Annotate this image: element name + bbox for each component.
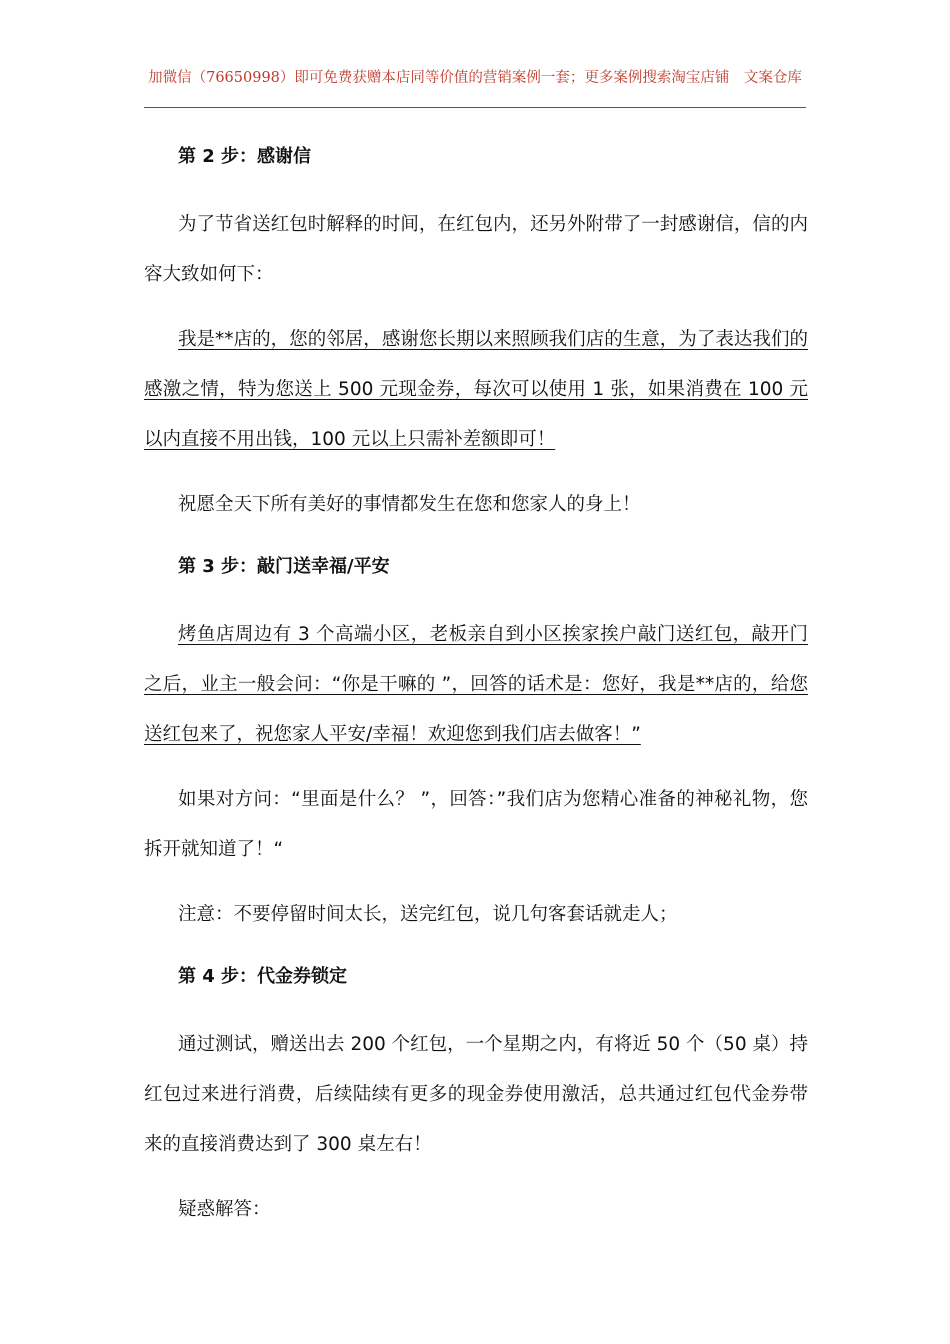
- header-divider: [144, 107, 806, 108]
- step-3-paragraph-script: [144, 610, 808, 760]
- step-3-note: 注意：不要停留时间太长，送完红包，说几句客套话就走人；: [178, 904, 678, 925]
- script-underlined-text: 烤鱼店周边有 3 个高端小区，老板亲自到小区挨家挨户敲门送红包，敲开门之后，业主一般会问：“你是干嘛的 ”，回答的话术是：您好，我是**店的，给您送红包来了，祝您家人平安/幸福！欢迎您到我们店去做客！”: [144, 624, 808, 745]
- step-4-paragraph-result: 通过测试，赠送出去 200 个红包，一个星期之内，有将近 50 个（50 桌）持红包过来进行消费，后续陆续有更多的现金券使用激活，总共通过红包代金券带来的直接消费达到了 300 桌左右！: [144, 1034, 808, 1155]
- step-2-letter-text: [144, 315, 808, 465]
- step-2-paragraph-intro: 为了节省送红包时解释的时间，在红包内，还另外附带了一封感谢信，信的内容大致如何下：: [144, 214, 808, 285]
- step-3-paragraph-question: 如果对方问：“里面是什么？ ”，回答：”我们店为您精心准备的神秘礼物，您拆开就知道了！“: [144, 789, 808, 860]
- step-4-faq-label: 疑惑解答：: [178, 1199, 271, 1220]
- step-4-heading: 第 4 步：代金券锁定: [178, 966, 348, 987]
- step-3-heading: 第 3 步：敲门送幸福/平安: [178, 556, 390, 577]
- page-header-note: 加微信（76650998）即可免费获赠本店同等价值的营销案例一套；更多案例搜索淘宝店铺 文案仓库: [148, 70, 802, 86]
- letter-underlined-text: 我是**店的，您的邻居，感谢您长期以来照顾我们店的生意，为了表达我们的感激之情，特为您送上 500 元现金券，每次可以使用 1 张，如果消费在 100 元以内直接不用出钱，100 元以上只需补差额即可！: [144, 329, 808, 450]
- step-2-heading: 第 2 步：感谢信: [178, 146, 312, 167]
- step-2-blessing: 祝愿全天下所有美好的事情都发生在您和您家人的身上！: [178, 494, 641, 515]
- document-body: [144, 135, 808, 1250]
